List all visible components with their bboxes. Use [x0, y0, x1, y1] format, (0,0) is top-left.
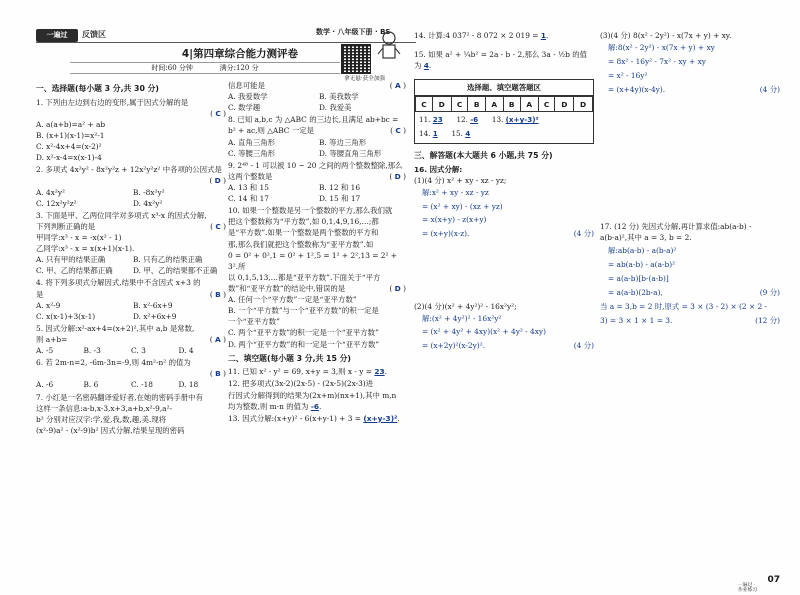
answer-area-title: 选择题、填空题答题区 — [415, 80, 593, 96]
grid-answer: B — [503, 97, 520, 112]
answer-8: C — [395, 126, 401, 136]
question-16-3: (3)(4 分) 8(x² - 2y²) - x(7x + y) + xy. 解:8(x² - 2y²) - x(7x + y) + xy = 8x² - 16y² - 7x² - xy + xy = x² - 16y² = (x+4y)(x-4y). (4 分) — [600, 30, 780, 97]
answer-9: D — [394, 171, 401, 181]
question-7-cont: 信息可能是 ( A ) A. 我爱数学 B. 美我数学 C. 数学趣 D. 我爱美 — [228, 81, 406, 113]
answer-2: D — [214, 176, 221, 186]
grid-answer: A — [520, 97, 538, 112]
grid-answer: C — [416, 97, 433, 112]
answer-10: D — [394, 283, 401, 293]
question-3: 3. 下面是甲、乙两位同学对多项式 x³-x 的因式分解, 下列判断正确的是 ( C ) 甲同学:x³ - x = -x(x² - 1) 乙同学:x³ - x = x(x+1)(x-1). A. 只有甲的结果正确 B. 只有乙的结果正确 C. 甲、乙的结果都正确 D. 甲、乙的结果都不正确 — [36, 210, 226, 276]
time-score-bar — [70, 62, 340, 74]
grid-answer: B — [468, 97, 485, 112]
answer-3: C — [215, 221, 221, 231]
grid-answer: A — [485, 97, 503, 112]
question-6: 6. 若 2m-n=2, -6m-3n=-9,则 4m²-n² 的值为 ( B ) A. -6 B. 6 C. -18 D. 18 — [36, 358, 226, 390]
grid-answer: D — [555, 97, 574, 112]
question-13: 13. 因式分解:(x+y)² - 6(x+y-1) + 3 = (x+y-3)². — [228, 413, 400, 423]
solution-16-1: 解:x² + xy - xz - yz = (x² + xy) - (xz + yz) = x(x+y) - z(x+y) = (x+y)(x-z). (4 分) — [422, 187, 594, 238]
middle-column — [228, 80, 406, 425]
page-title: 4|第四章综合能力测评卷 — [181, 48, 299, 60]
section-choice-title: 一、选择题(每小题 3 分,共 30 分) — [36, 84, 159, 93]
scan-caption: 拿无悬·获全加强 — [344, 76, 385, 82]
answer-13: (x+y-3)² — [363, 413, 398, 423]
grid-answer: C — [538, 97, 555, 112]
feedback-label[interactable]: 反馈区 — [82, 30, 106, 39]
solution-16-2: 解:(x² + 4y²)² - 16x²y² = (x² + 4y² + 4xy)(x² + 4y² - 4xy) = (x+2y)²(x-2y)². (4 分) — [422, 313, 594, 351]
section-solve-title: 三、解答题(本大题共 6 小题,共 75 分) — [414, 151, 553, 161]
grid-answer: C — [451, 97, 468, 112]
question-17: 17. (12 分) 先因式分解,再计算求值:ab(a-b) - a(b-a)²,其中 a = 3, b = 2. 解:ab(a-b) - a(b-a)² = ab(a-b) - a(a-b)² = a(a-b)[b-(a-b)] = a(a-b)(2b-a), (9 分) 当 a = 3,b = 2 时,原式 = 3 × (3 - 2) × (2 × 2 - 3) = 3 × 1 × 1 = 3. (12 分) — [600, 222, 780, 325]
question-2: 2. 多项式 4x²y² - 8x²y²z + 12x²y²z² 中各项的公因式是 ( D ) A. 4x²y² B. -8x²y² C. 12x²y²z² D. 4x²y² — [36, 165, 226, 208]
question-14: 14. 计算:4 037² - 8 072 × 2 019 = 1. — [414, 31, 549, 40]
header-rule — [36, 42, 416, 43]
answer-11: 23 — [374, 367, 385, 377]
answer-14: 1 — [540, 31, 546, 40]
question-1: 1. 下列由左边到右边的变形,属于因式分解的是 ( C ) A. a(a+b)=a² + ab B. (x+1)(x-1)=x²-1 C. x²-4x+4=(x-2)² D. x²-x-4=x(x-1)-4 — [36, 97, 226, 163]
answer-5: A — [215, 334, 221, 344]
answer-6: B — [215, 369, 221, 379]
brand-logo: 一遍过 — [36, 29, 78, 42]
question-12: 12. 把多项式(3x-2)(2x-5) - (2x-5)(2x-3)进 行因式分解得到的结果为(2x+m)(nx+1),其中 m,n 均为整数,则 m-n 的值为 -6. — [228, 379, 397, 411]
answer-4: B — [215, 289, 221, 299]
question-5: 5. 因式分解:x²-ax+4=(x+2)²,其中 a,b 是常数, 则 a+b= ( A ) A. -5 B. -3 C. 3 D. 4 — [36, 323, 226, 356]
grid-answer: D — [574, 97, 593, 112]
question-10: 10. 如果一个整数是另一个整数的平方,那么我们就 把这个整数称为“平方数”,如 0,1,4,9,16,…;都 是“平方数”.如果一个整数是两个整数的平方和 那,那么我们就把这个整数称为“亚平方数”.如 0 = 0² + 0²,1 = 0² + 1²,5 = 1² + 2²,13 = 2² + 3².所 以 0,1,5,13,…都是“亚平方数”.下面关于“平方 数”和“亚平方数”的结论中,错误的是 ( D ) A. 任何一个“平方数”一定是“亚平方数” B. 一个“平方数”与一个“亚平方数”的积一定是 一个“亚平方数” C. 两个“亚平方数”的积一定是一个“亚平方数” D. 两个“亚平方数”的和一定是一个“亚平方数” — [228, 206, 406, 349]
question-16: 16. 因式分解: (1)(4 分) x² + xy - xz - yz; 解:x² + xy - xz - yz = (x² + xy) - (xz + yz) = x(x+y) - z(x+y) = (x+y)(x-z). (4 分) (2)(4 分)(x² + 4y²)² - 16x²y²; 解:(x² + 4y²)² - 16x²y² = (x² + 4y² + 4xy)(x² + 4y² - 4xy) = (x+2y)²(x-2y)². (4 分) — [414, 164, 594, 353]
solution-17: 解:ab(a-b) - a(b-a)² = ab(a-b) - a(a-b)² = a(a-b)[b-(a-b)] = a(a-b)(2b-a), (9 分) — [608, 245, 780, 297]
fill-answer-area: 11. 23 12. -6 13. (x+y-3)² 14. 1 15. 4 — [419, 115, 539, 139]
page-number: 07 — [767, 574, 780, 585]
grid-answer: D — [432, 97, 451, 112]
left-column — [36, 80, 226, 437]
mascot-icon — [376, 30, 402, 64]
question-9: 9. 2⁴⁸ - 1 可以被 10 ~ 20 之间的两个整数整除,那么 这两个整数是 ( D ) A. 13 和 15 B. 12 和 16 C. 14 和 17 D. 15 和 17 — [228, 160, 406, 204]
question-4: 4. 将下列多项式分解因式,结果中不含因式 x+3 的 是 ( B ) A. x²-9 B. x²-6x+9 C. x(x-1)+3(x-1) D. x²+6x+9 — [36, 278, 226, 321]
answer-15: 4 — [423, 61, 429, 71]
question-11: 11. 已知 x² - y² = 69, x+y = 3,则 x - y = 23. — [228, 367, 388, 377]
right-center-column — [414, 30, 594, 354]
answer-area-table — [414, 79, 594, 144]
full-score: 满分:120 分 — [219, 64, 259, 72]
question-15: 15. 如果 a² + ¼b² = 2a - b - 2,那么 3a - ½b 的值 为 4. — [414, 50, 587, 71]
footer-label: 一遍过 · 作业练习 — [738, 583, 758, 594]
book-brand: 数学 · 八年级下册 · BS — [316, 28, 391, 36]
answer-1: C — [215, 108, 221, 118]
question-7: 7. 小红是一名密码翻译爱好者,在她的密码手册中有 这样一条信息:a-b,x-3,x+3,a+b,x²-9,a²- b² 分别对应汉字:学,爱,我,数,趣,美.现将 (x²-9)a² - (x²-9)b² 因式分解,结果呈现的密码 — [36, 392, 203, 435]
section-fill-title: 二、填空题(每小题 3 分,共 15 分) — [228, 353, 351, 363]
time-limit: 时间:60 分钟 — [151, 64, 193, 72]
far-right-column — [600, 30, 780, 329]
question-8: 8. 已知 a,b,c 为 △ABC 的三边长,且满足 ab+bc = b² + ac,则 △ABC 一定是 ( C ) A. 直角三角形 B. 等边三角形 C. 等腰三角形 D. 等腰直角三角形 — [228, 115, 406, 158]
qr-code-icon[interactable] — [341, 44, 371, 74]
solution-16-3: 解:8(x² - 2y²) - x(7x + y) + xy = 8x² - 16y² - 7x² - xy + xy = x² - 16y² = (x+4y)(x-4y). (4 分) — [608, 43, 780, 95]
choice-answer-grid — [415, 96, 593, 112]
answer-12: -6 — [310, 401, 320, 411]
answer-7: A — [395, 81, 401, 90]
